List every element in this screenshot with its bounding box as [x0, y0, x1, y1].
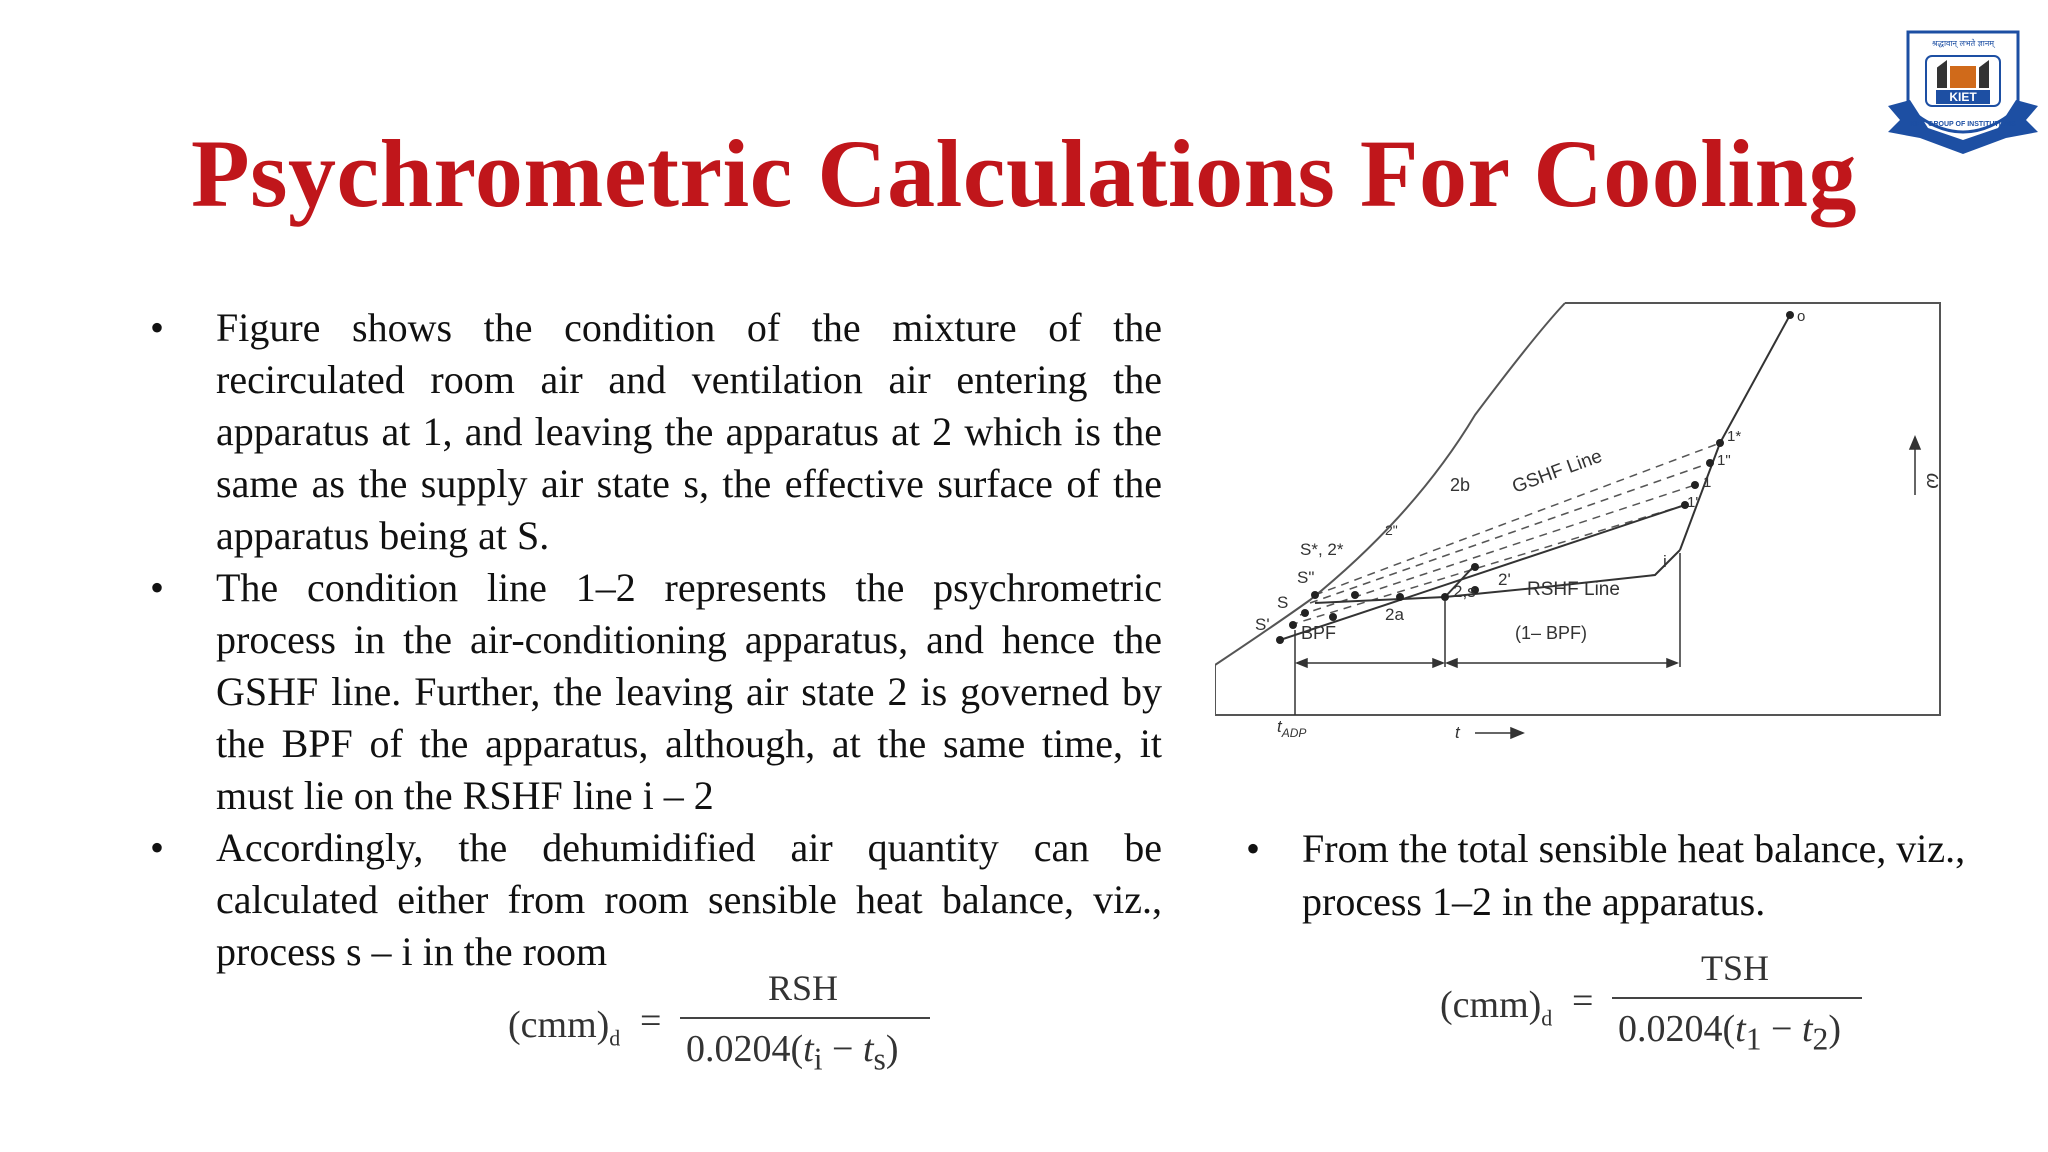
outdoor-line [1720, 315, 1790, 443]
bullet-dot: • [150, 825, 165, 870]
fraction-bar [1612, 997, 1862, 999]
bullet-item [150, 822, 1162, 978]
slide-title: Psychrometric Calculations For Cooling [191, 120, 1857, 227]
label-bpf: BPF [1301, 623, 1337, 643]
formula-denominator: $0.0204(t_i - t_s)$ [686, 1028, 899, 1077]
formula-room-sensible [508, 968, 928, 1085]
formula-numerator: RSH [767, 968, 839, 1008]
label-t: t [1455, 723, 1460, 742]
formula-denominator: $0.0204(t_1 - t_2)$ [1618, 1008, 1842, 1057]
label-o: o [1797, 308, 1806, 325]
bullet-text: The condition line 1–2 represents the psychrometric process in the air-conditioning apparatus, and hence the GSHF line. Further, the leaving air state 2 is governed by the BPF of the apparatus, although, at the same time, it must lie on the RSHF line i – 2 [216, 565, 1162, 818]
label-2-prime: 2' [1498, 570, 1511, 589]
label-2b: 2b [1450, 475, 1471, 495]
label-rshf-line: RSHF Line [1527, 579, 1620, 600]
bullet-item [150, 302, 1162, 562]
kiet-crest-icon [1888, 28, 2038, 164]
right-bullet-item [1246, 822, 2022, 928]
label-i: i [1663, 552, 1667, 571]
fraction-bar [680, 1017, 930, 1019]
label-1-star: 1* [1727, 428, 1742, 445]
formula-total-sensible [1440, 948, 1860, 1065]
logo-ring-text: KIET GROUP OF INSTITUTIONS [1910, 121, 2016, 128]
label-2-s: 2,s [1453, 582, 1476, 601]
bullet-text: Accordingly, the dehumidified air quantity can be calculated either from room sensible heat balance, viz., process s – i in the room [216, 825, 1162, 974]
ventilation-line [1680, 443, 1720, 550]
label-one-minus-bpf: (1– BPF) [1515, 623, 1588, 643]
label-2a: 2a [1385, 605, 1404, 624]
formula-lhs: $(cmm)_d$ [508, 1004, 621, 1051]
logo-center-text: KIET [1949, 90, 1977, 104]
bullet-dot: • [150, 305, 165, 350]
formula-lhs: $(cmm)_d$ [1440, 984, 1553, 1031]
label-1-prime: 1' [1687, 494, 1699, 511]
label-s: S [1277, 593, 1289, 612]
condition-line [1280, 505, 1685, 640]
t-arrow [1475, 728, 1523, 738]
psychrometric-diagram [1215, 295, 1950, 750]
formula-equals: = [640, 1000, 662, 1042]
bullet-text: Figure shows the condition of the mixture of the recirculated room air and ventilation air entering the apparatus at 1, and leaving the apparatus at 2 which is the same as the supply air state s, the effective surface of the apparatus being at S. [216, 305, 1162, 558]
label-1: 1 [1703, 474, 1712, 491]
bullet-dot: • [1246, 826, 1261, 871]
label-omega: ω [1922, 473, 1944, 489]
logo-top-text: श्रद्धावान् लभते ज्ञानम् [1931, 39, 1995, 48]
bullet-dot: • [150, 565, 165, 610]
bullet-item [150, 562, 1162, 822]
label-s-prime: S' [1255, 615, 1270, 634]
bullet-text: From the total sensible heat balance, viz., process 1–2 in the apparatus. [1302, 826, 1966, 924]
formula-equals: = [1572, 980, 1594, 1022]
formula-numerator: TSH [1700, 948, 1769, 988]
left-bullet-list [150, 302, 1162, 978]
label-gshf-line: GSHF Line [1509, 445, 1606, 498]
label-s-star-2-star: S*, 2* [1300, 540, 1344, 559]
dimension-lines [1295, 553, 1680, 715]
label-t-adp: $t_{ADP}$ [1277, 717, 1307, 740]
label-1-dd: 1" [1717, 452, 1731, 469]
omega-arrow [1910, 437, 1920, 495]
label-s-dd: S" [1297, 568, 1315, 587]
label-2-dd: 2" [1385, 522, 1398, 538]
